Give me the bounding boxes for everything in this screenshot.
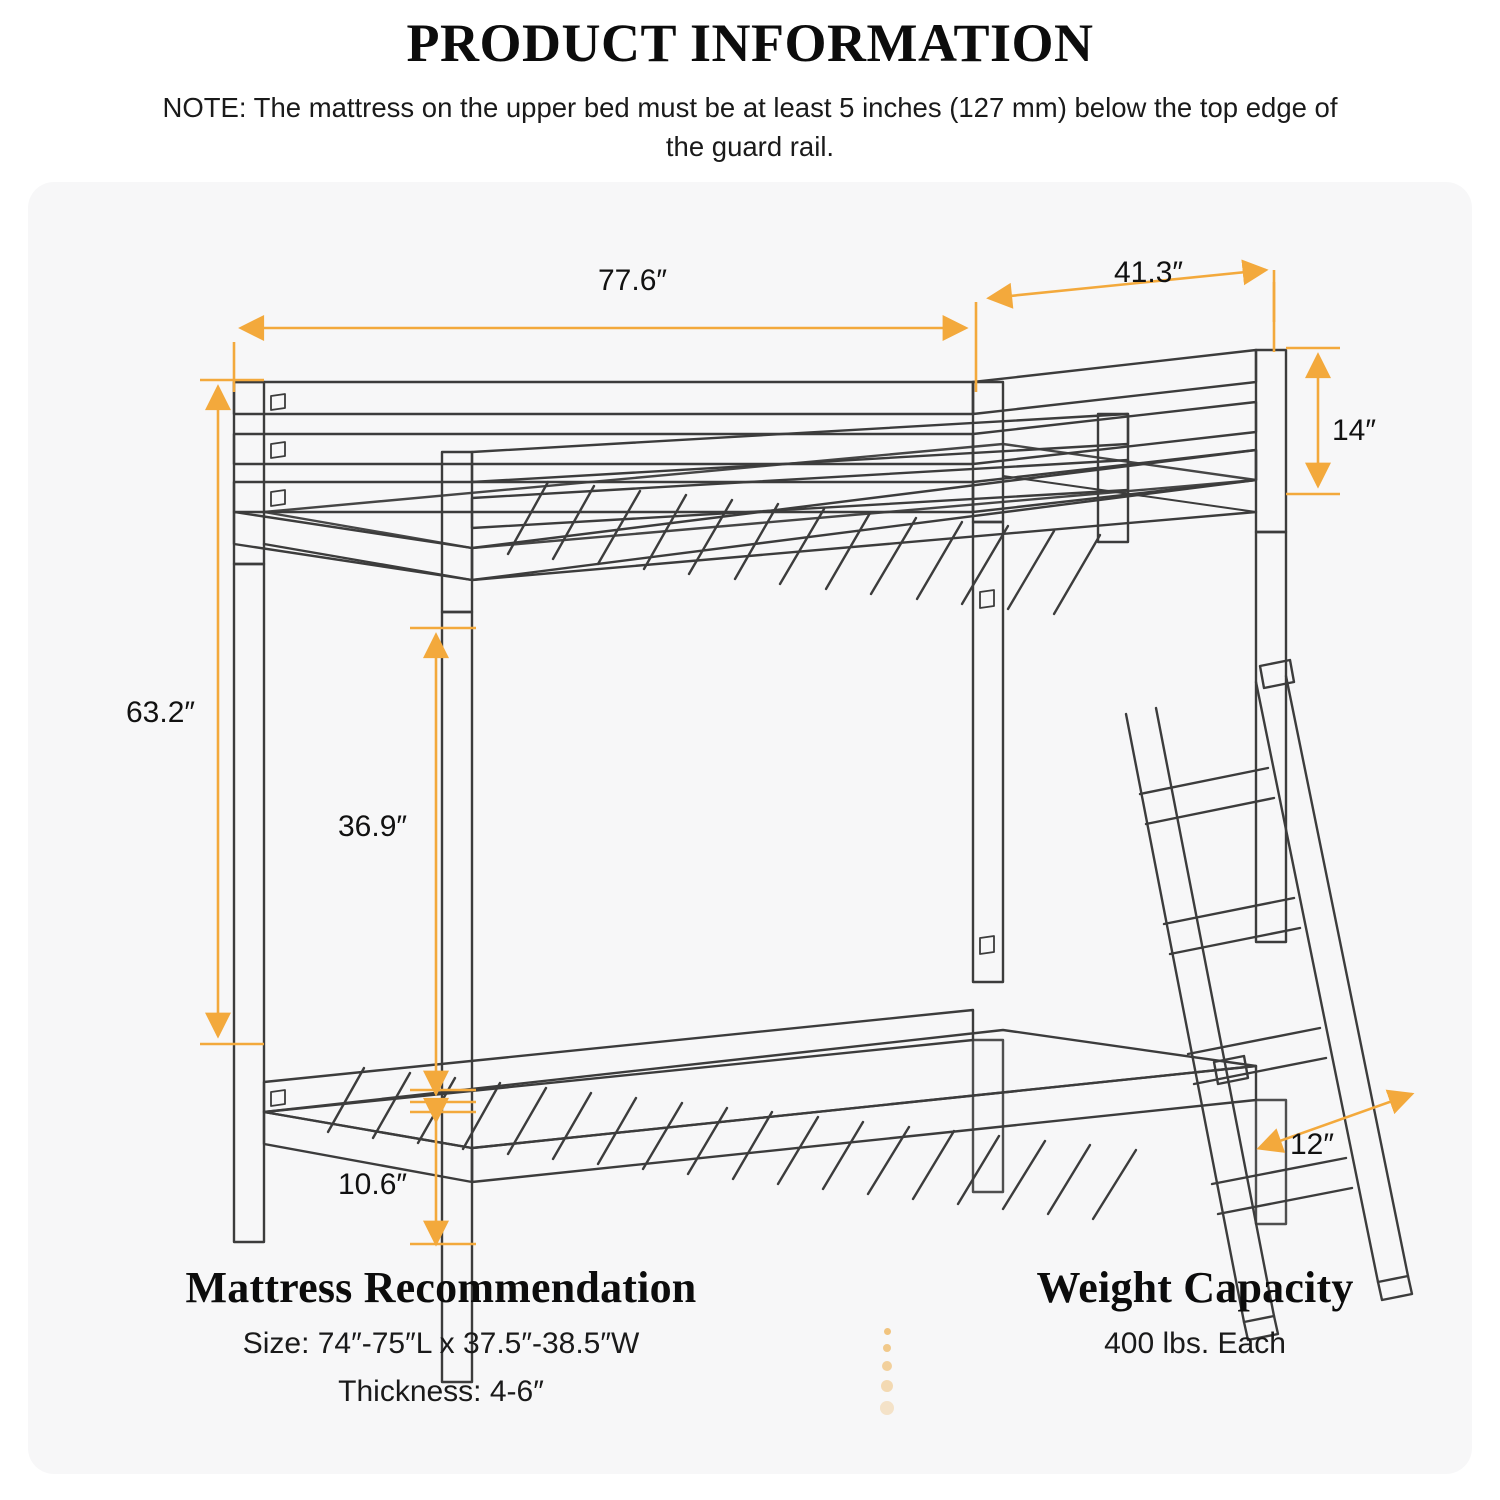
mattress-recommendation-heading: Mattress Recommendation: [185, 1263, 697, 1312]
dim-label-guard-rail-height: 14″: [1332, 414, 1376, 447]
mattress-recommendation-block: [96, 1262, 786, 1409]
dim-label-width: 41.3″: [1114, 256, 1184, 289]
dot-5: [880, 1401, 894, 1415]
dim-label-length: 77.6″: [598, 264, 668, 297]
dim-label-lower-clearance: 10.6″: [338, 1168, 408, 1201]
dot-4: [881, 1380, 893, 1392]
dot-2: [883, 1344, 891, 1352]
mattress-size-line: Size: 74″-75″L x 37.5″-38.5″W: [242, 1327, 640, 1360]
dim-label-ladder-base: 12″: [1290, 1128, 1334, 1161]
weight-capacity-heading: Weight Capacity: [1036, 1263, 1354, 1312]
dot-3: [882, 1361, 892, 1371]
page-title: PRODUCT INFORMATION: [406, 13, 1094, 73]
dot-1: [884, 1328, 891, 1335]
dim-label-total-height: 63.2″: [126, 696, 196, 729]
weight-capacity-block: [940, 1262, 1450, 1361]
weight-capacity-value: 400 lbs. Each: [1104, 1327, 1286, 1360]
safety-note: NOTE: The mattress on the upper bed must be at least 5 inches (127 mm) below the top edge of the guard rail.: [162, 92, 1338, 163]
dim-label-upper-clearance: 36.9″: [338, 810, 408, 843]
decorative-dots: [876, 1328, 898, 1438]
mattress-thickness-line: Thickness: 4-6″: [338, 1375, 544, 1408]
